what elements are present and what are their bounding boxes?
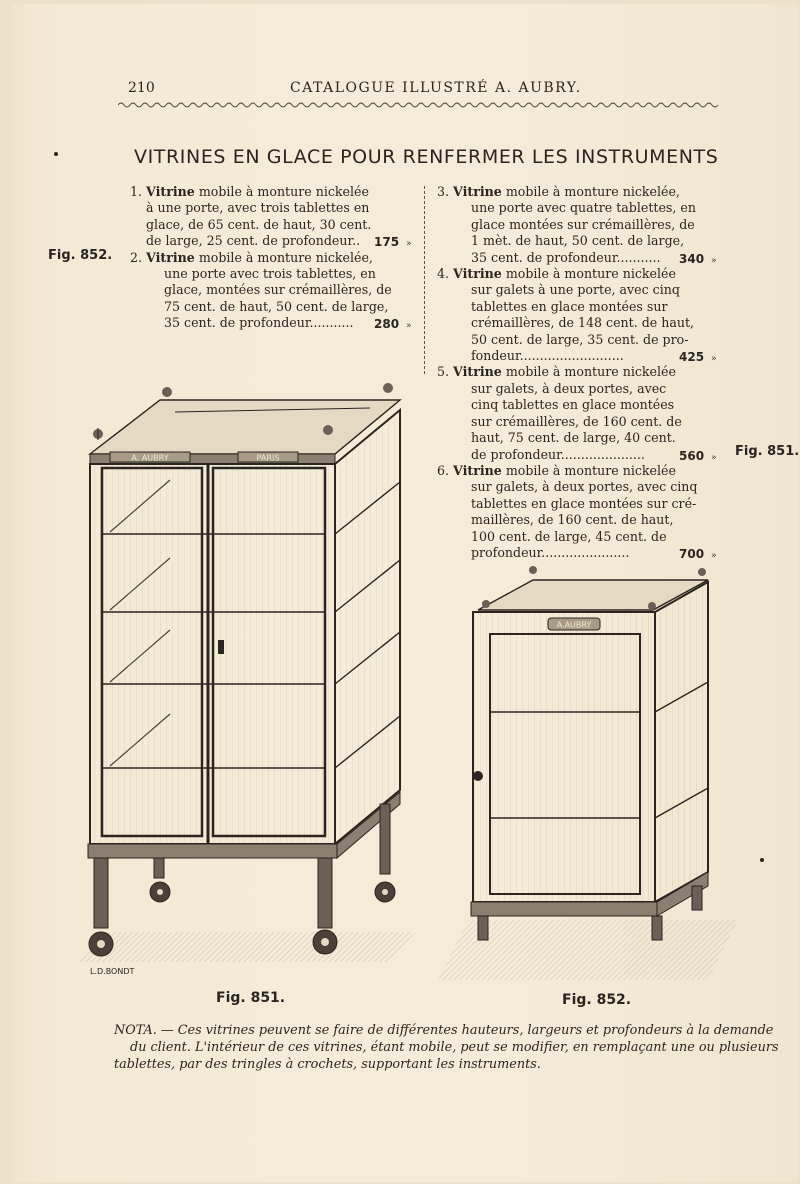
item-text: glace, de 65 cent. de haut, 30 cent. bbox=[146, 216, 372, 232]
item-text: à une porte, avec trois tablettes en bbox=[146, 200, 370, 216]
price-unit-mark: » bbox=[711, 354, 717, 365]
page-header bbox=[0, 80, 800, 100]
price-unit-mark: » bbox=[406, 239, 412, 250]
item-text: de large, 25 cent. de profondeur.. bbox=[146, 233, 361, 249]
item-number: 3. bbox=[437, 184, 450, 199]
item-text: mobile à monture nickelée, bbox=[198, 249, 373, 265]
item-text: crémaillères, de 148 cent. de haut, bbox=[471, 315, 695, 331]
item-text: maillères, de 160 cent. de haut, bbox=[471, 512, 674, 528]
item-text: profondeur...................... bbox=[471, 544, 630, 560]
item-name: Vitrine bbox=[453, 184, 502, 199]
item-3 bbox=[437, 184, 737, 266]
fig-852-side-label: Fig. 852. bbox=[48, 248, 113, 263]
fig-852-caption: Fig. 852. bbox=[562, 992, 632, 1008]
item-number: 2. bbox=[130, 249, 143, 265]
fig-852-cabinet-illustration bbox=[438, 560, 738, 990]
item-name: Vitrine bbox=[453, 364, 502, 380]
nota-line: du client. L'intérieur de ces vitrines, étant mobile, peut se modifier, en remplaçant une ou plusieurs bbox=[130, 1040, 779, 1055]
item-number: 5. bbox=[437, 364, 450, 380]
column-divider bbox=[424, 186, 426, 374]
item-1 bbox=[130, 184, 420, 250]
page-number: 210 bbox=[128, 80, 155, 96]
item-price: 175 bbox=[374, 235, 400, 250]
nota-line: tablettes, par des tringles à crochets, supportant les instruments. bbox=[114, 1057, 541, 1072]
item-price: 700 bbox=[679, 546, 705, 561]
left-column bbox=[130, 184, 420, 332]
item-text: mobile à monture nickelée bbox=[505, 266, 676, 282]
page-speck bbox=[760, 858, 764, 862]
engraver-signature: L.D.BONDT bbox=[90, 967, 135, 976]
item-text: glace, montées sur crémaillères, de bbox=[164, 282, 392, 298]
item-text: tablettes en glace montées sur cré- bbox=[471, 495, 697, 511]
item-text: tablettes en glace montées sur bbox=[471, 298, 668, 314]
item-name: Vitrine bbox=[453, 462, 502, 478]
item-price: 560 bbox=[679, 448, 705, 463]
page-speck bbox=[54, 152, 58, 156]
item-text: 35 cent. de profondeur........... bbox=[471, 249, 661, 265]
section-title: VITRINES EN GLACE POUR RENFERMER LES INSTRUMENTS bbox=[134, 146, 719, 168]
item-text: 100 cent. de large, 45 cent. de bbox=[471, 528, 667, 544]
item-text: fondeur.......................... bbox=[471, 348, 624, 364]
item-price: 280 bbox=[374, 317, 400, 332]
price-unit-mark: » bbox=[711, 452, 717, 463]
item-6 bbox=[437, 463, 737, 561]
item-text: mobile à monture nickelée bbox=[505, 462, 676, 478]
running-head: CATALOGUE ILLUSTRÉ A. AUBRY. bbox=[290, 80, 582, 96]
item-text: 75 cent. de haut, 50 cent. de large, bbox=[164, 298, 389, 314]
price-unit-mark: » bbox=[711, 255, 717, 266]
item-name: Vitrine bbox=[453, 266, 502, 282]
item-number: 1. bbox=[130, 184, 143, 199]
fig-851-brand-left: A. AUBRY bbox=[131, 453, 169, 463]
item-5 bbox=[437, 364, 737, 462]
price-unit-mark: » bbox=[406, 321, 412, 332]
wavy-rule bbox=[118, 100, 720, 110]
item-text: cinq tablettes en glace montées bbox=[471, 397, 675, 413]
fig-852-brand: A.AUBRY bbox=[556, 620, 592, 630]
item-text: mobile à monture nickelée bbox=[505, 364, 676, 380]
price-unit-mark: » bbox=[711, 550, 717, 561]
item-text: haut, 75 cent. de large, 40 cent. bbox=[471, 430, 676, 446]
item-price: 340 bbox=[679, 251, 705, 266]
item-text: sur galets, à deux portes, avec cinq bbox=[471, 479, 698, 495]
item-number: 4. bbox=[437, 266, 450, 282]
item-name: Vitrine bbox=[146, 249, 195, 265]
item-text: sur galets, à deux portes, avec bbox=[471, 380, 667, 396]
item-text: sur galets à une porte, avec cinq bbox=[471, 282, 680, 298]
fig-851-side-label: Fig. 851. bbox=[735, 444, 800, 459]
item-2 bbox=[130, 250, 420, 332]
item-text: sur crémaillères, de 160 cent. de bbox=[471, 413, 682, 429]
fig-851-brand-right: PARIS bbox=[256, 453, 280, 463]
item-text: une porte avec quatre tablettes, en bbox=[471, 200, 696, 216]
item-name: Vitrine bbox=[146, 184, 195, 199]
item-price: 425 bbox=[679, 350, 705, 365]
item-4 bbox=[437, 266, 737, 364]
fig-851-caption: Fig. 851. bbox=[216, 990, 286, 1006]
nota-line: NOTA. — Ces vitrines peuvent se faire de différentes hauteurs, largeurs et profondeurs à la demande bbox=[114, 1023, 774, 1038]
fig-851-cabinet-illustration bbox=[70, 372, 430, 992]
item-text: 1 mèt. de haut, 50 cent. de large, bbox=[471, 233, 685, 249]
item-text: mobile à monture nickelée bbox=[198, 184, 369, 199]
item-text: mobile à monture nickelée, bbox=[505, 184, 680, 199]
item-text: glace montées sur crémaillères, de bbox=[471, 216, 695, 232]
item-text: de profondeur..................... bbox=[471, 446, 645, 462]
item-text: 50 cent. de large, 35 cent. de pro- bbox=[471, 331, 689, 347]
item-number: 6. bbox=[437, 462, 450, 478]
item-text: 35 cent. de profondeur........... bbox=[164, 315, 354, 331]
right-column bbox=[437, 184, 737, 561]
item-text: une porte avec trois tablettes, en bbox=[164, 266, 376, 282]
nota-paragraph bbox=[114, 1022, 779, 1073]
